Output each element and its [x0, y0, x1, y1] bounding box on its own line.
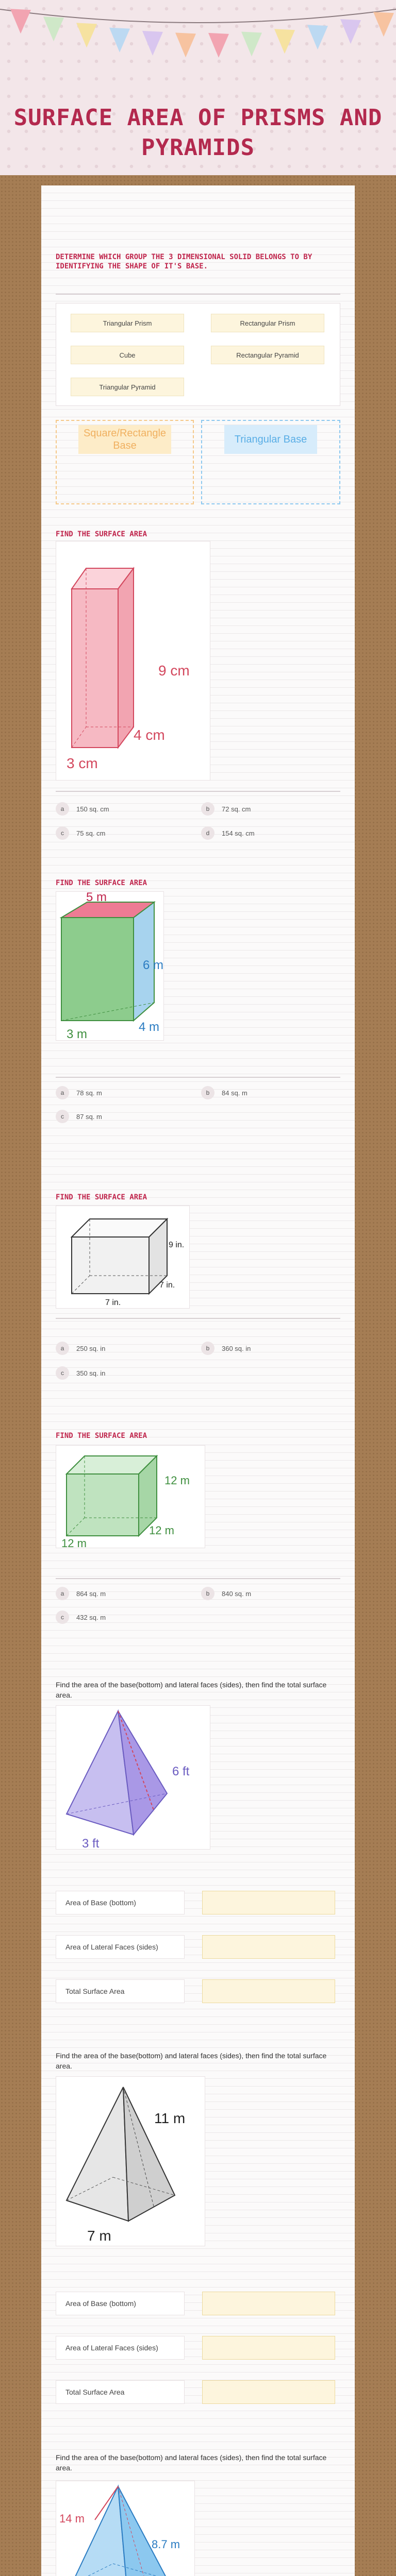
bunting-flag: [274, 29, 295, 54]
q5-input-base[interactable]: [202, 1891, 335, 1914]
q3-option-a[interactable]: a 250 sq. in: [56, 1341, 105, 1356]
q4-option-c[interactable]: c 432 sq. m: [56, 1609, 106, 1625]
svg-text:6 m: 6 m: [143, 958, 164, 972]
q6-label-total: Total Surface Area: [56, 2380, 185, 2404]
bunting-flag: [76, 23, 97, 47]
bunting-flag: [43, 16, 64, 41]
svg-text:7 in.: 7 in.: [159, 1281, 175, 1290]
bunting-flag: [340, 19, 361, 44]
bunting-flag: [241, 32, 262, 57]
bunting-flag: [142, 31, 163, 56]
q7-instruction: Find the area of the base(bottom) and lateral faces (sides), then find the total surface area.: [56, 2453, 327, 2472]
sort-chip-tray: [56, 303, 340, 406]
q1-heading: FIND THE SURFACE AREA: [56, 530, 147, 538]
chip-rectangular-prism[interactable]: Rectangular Prism: [211, 314, 324, 332]
q6-input-lateral[interactable]: [202, 2336, 335, 2360]
q3-heading: FIND THE SURFACE AREA: [56, 1193, 147, 1201]
q1-dim-depth: 4 cm: [134, 727, 165, 743]
q1-option-b[interactable]: b 72 sq. cm: [201, 801, 251, 817]
header-banner: [0, 0, 396, 175]
q1-option-a[interactable]: a 150 sq. cm: [56, 801, 109, 817]
bunting-flag: [307, 25, 328, 49]
q4-option-a[interactable]: a 864 sq. m: [56, 1586, 106, 1601]
q6-input-base[interactable]: [202, 2292, 335, 2315]
bunting-decoration: [0, 0, 396, 62]
divider: [56, 1578, 340, 1579]
q3-cube-figure: [56, 1206, 190, 1309]
q1-rectangular-prism-figure: [56, 541, 210, 781]
page-title: SURFACE AREA OF PRISMS AND PYRAMIDS: [13, 105, 383, 161]
q2-triangular-prism-figure: [56, 891, 164, 1041]
chip-cube[interactable]: Cube: [71, 346, 184, 364]
svg-text:3 ft: 3 ft: [82, 1837, 100, 1850]
q6-square-pyramid-figure: [56, 2076, 205, 2246]
q5-triangular-pyramid-figure: [56, 1705, 210, 1850]
svg-text:12 m: 12 m: [61, 1537, 87, 1549]
chip-triangular-prism[interactable]: Triangular Prism: [71, 314, 184, 332]
q3-option-c[interactable]: c 350 sq. in: [56, 1365, 105, 1381]
q6-label-base: Area of Base (bottom): [56, 2292, 185, 2315]
svg-text:7 m: 7 m: [87, 2228, 111, 2244]
q6-label-lateral: Area of Lateral Faces (sides): [56, 2336, 185, 2360]
divider: [56, 294, 340, 295]
drop-zone-triangular-base[interactable]: [201, 420, 340, 504]
q5-label-base: Area of Base (bottom): [56, 1891, 185, 1914]
chip-triangular-pyramid[interactable]: Triangular Pyramid: [71, 378, 184, 396]
q1-option-d[interactable]: d 154 sq. cm: [201, 825, 255, 841]
svg-text:14 m: 14 m: [59, 2512, 85, 2525]
bunting-flag: [10, 9, 31, 33]
bunting-flag: [373, 12, 394, 37]
q7-square-pyramid-figure: [56, 2481, 195, 2576]
q4-heading: FIND THE SURFACE AREA: [56, 1432, 147, 1440]
q5-label-lateral: Area of Lateral Faces (sides): [56, 1935, 185, 1959]
svg-text:7 in.: 7 in.: [105, 1298, 121, 1307]
bin-label-triangular: Triangular Base: [224, 425, 317, 454]
q2-option-b[interactable]: b 84 sq. m: [201, 1085, 248, 1100]
bunting-flag: [175, 32, 196, 57]
q5-input-lateral[interactable]: [202, 1935, 335, 1959]
svg-text:4 m: 4 m: [139, 1020, 160, 1034]
bin-label-rectangle: Square/Rectangle Base: [78, 425, 171, 454]
chip-rectangular-pyramid[interactable]: Rectangular Pyramid: [211, 346, 324, 364]
q1-option-c[interactable]: c 75 sq. cm: [56, 825, 105, 841]
q2-option-c[interactable]: c 87 sq. m: [56, 1109, 102, 1124]
divider: [56, 791, 340, 792]
drop-zone-rectangle-base[interactable]: [56, 420, 194, 504]
q4-option-b[interactable]: b 840 sq. m: [201, 1586, 251, 1601]
svg-text:12 m: 12 m: [149, 1524, 174, 1537]
divider: [56, 1318, 340, 1319]
svg-text:12 m: 12 m: [164, 1474, 190, 1487]
q6-instruction: Find the area of the base(bottom) and lateral faces (sides), then find the total surface area.: [56, 2052, 327, 2070]
svg-text:5 m: 5 m: [86, 892, 107, 904]
sort-instruction: DETERMINE WHICH GROUP THE 3 DIMENSIONAL SOLID BELONGS TO BY IDENTIFYING THE SHAPE OF IT'S BASE.: [56, 253, 312, 270]
svg-text:3 m: 3 m: [67, 1027, 88, 1041]
worksheet-paper: [41, 185, 355, 2576]
q1-dim-width: 3 cm: [67, 755, 98, 771]
q5-input-total[interactable]: [202, 1979, 335, 2003]
q1-dim-height: 9 cm: [158, 663, 190, 679]
q4-cube-figure: [56, 1445, 205, 1548]
svg-text:9 in.: 9 in.: [169, 1241, 185, 1249]
svg-text:6 ft: 6 ft: [172, 1765, 190, 1778]
q5-label-total: Total Surface Area: [56, 1979, 185, 2003]
svg-text:11 m: 11 m: [154, 2110, 186, 2126]
svg-text:8.7 m: 8.7 m: [152, 2538, 180, 2551]
q6-input-total[interactable]: [202, 2380, 335, 2404]
q5-instruction: Find the area of the base(bottom) and lateral faces (sides), then find the total surface area.: [56, 1681, 327, 1699]
q3-option-b[interactable]: b 360 sq. in: [201, 1341, 251, 1356]
q2-option-a[interactable]: a 78 sq. m: [56, 1085, 102, 1100]
q2-heading: FIND THE SURFACE AREA: [56, 879, 147, 887]
divider: [56, 1077, 340, 1078]
bunting-flag: [208, 33, 229, 58]
bunting-flag: [109, 28, 130, 53]
